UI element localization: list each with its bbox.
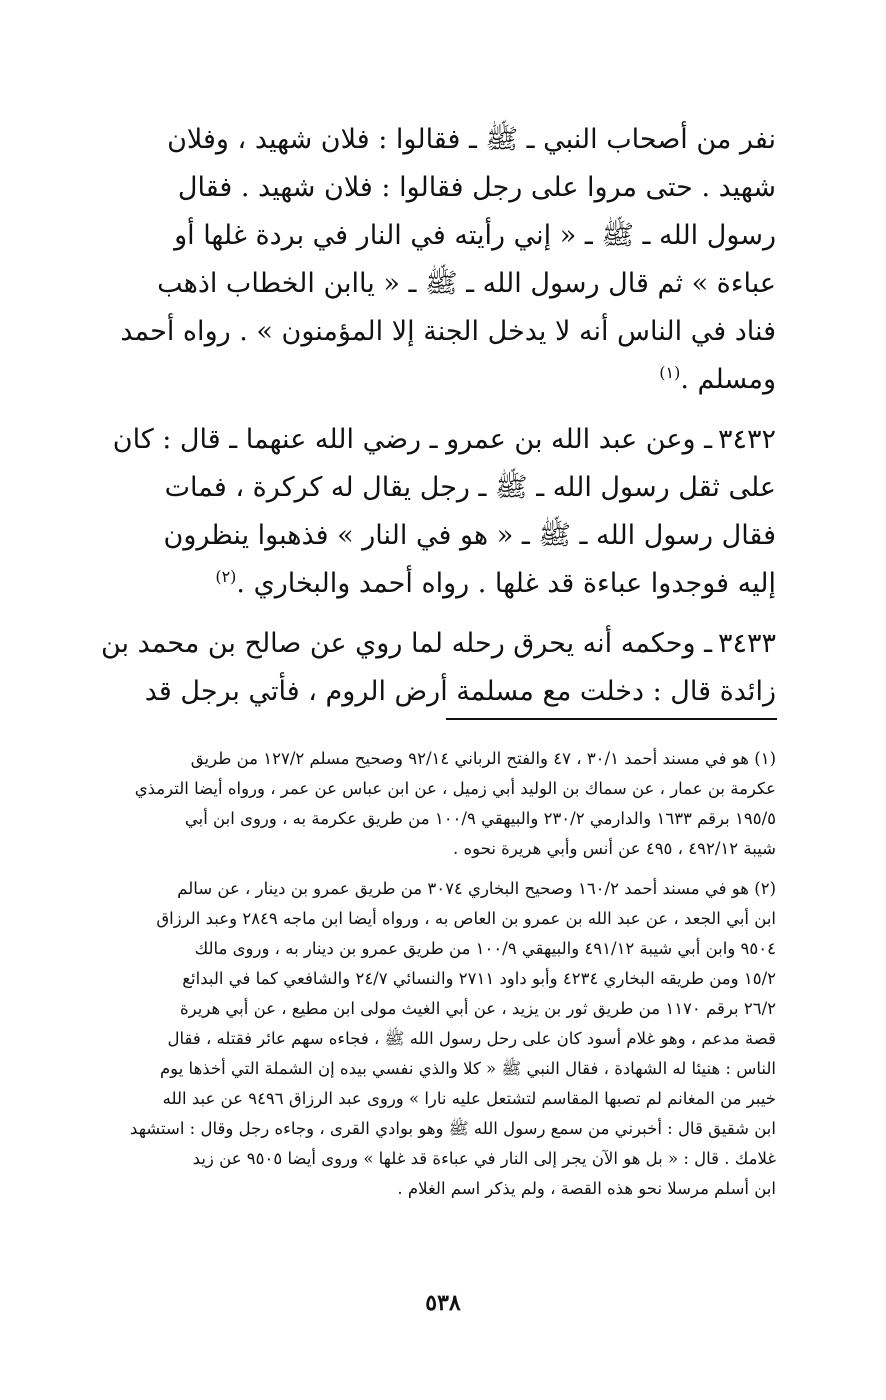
hadith-paragraph-3432 xyxy=(96,416,776,608)
paragraph-continued xyxy=(96,116,776,404)
footnote-2 xyxy=(104,874,776,1204)
footnote-line: ابن أسلم مرسلا نحو هذه القصة ، ولم يذكر اسم الغلام . xyxy=(397,1179,776,1198)
main-text xyxy=(96,116,776,716)
footnote-line: ابن شقيق قال : أخبرني من سمع رسول الله ﷺ وهو بوادي القرى ، وجاءه رجل وقال : استشهد xyxy=(130,1119,776,1138)
footnote-line: شيبة ٤٩٢/١٢ ، ٤٩٥ عن أنس وأبي هريرة نحوه . xyxy=(453,839,776,858)
text-line: رسول الله ـ ﷺ ـ « إني رأيته في النار في بردة غلها أو xyxy=(174,220,776,251)
footnote-marker: (٢) xyxy=(754,879,776,898)
footnote-reference: (٢) xyxy=(215,567,237,586)
footnote-line: عكرمة بن عمار ، عن سماك بن الوليد أبي زميل ، عن ابن عباس عن عمر ، ورواه أيضا الترمذي xyxy=(134,779,776,798)
text-line: عباءة » ثم قال رسول الله ـ ﷺ ـ « ياابن الخطاب اذهب xyxy=(157,268,776,299)
text-line: إليه فوجدوا عباءة قد غلها . رواه أحمد والبخاري . xyxy=(236,568,776,599)
footnote-line: هو في مسند أحمد ١٦٠/٢ وصحيح البخاري ٣٠٧٤ من طريق عمرو بن دينار ، عن سالم xyxy=(177,879,749,898)
hadith-number: ٣٤٣٣ xyxy=(717,628,776,659)
footnote-line: ١٩٥/٥ برقم ١٦٣٣ والدارمي ٢٣٠/٢ والبيهقي ١٠٠/٩ من طريق عكرمة به ، وروى ابن أبي xyxy=(184,809,776,828)
footnotes xyxy=(104,744,776,1204)
hadith-number: ٣٤٣٢ xyxy=(717,424,776,455)
footnote-line: هو في مسند أحمد ٣٠/١ ، ٤٧ والفتح الرباني ٩٢/١٤ وصحيح مسلم ١٢٧/٢ من طريق xyxy=(190,749,749,768)
footnote-reference: (١) xyxy=(659,363,681,382)
text-line: نفر من أصحاب النبي ـ ﷺ ـ فقالوا : فلان شهيد ، وفلان xyxy=(167,124,776,155)
text-line: على ثقل رسول الله ـ ﷺ ـ رجل يقال له كركرة ، فمات xyxy=(164,472,776,503)
footnote-line: ٩٥٠٤ وابن أبي شيبة ٤٩١/١٢ والبيهقي ١٠٠/٩ من طريق عمرو بن دينار به ، وروى مالك xyxy=(194,939,776,958)
footnote-line: قصة مدعم ، وهو غلام أسود كان على رحل رسول الله ﷺ ، فجاءه سهم عائر فقتله ، فقال xyxy=(167,1029,776,1048)
footnote-line: خيبر من المغانم لم تصبها المقاسم لتشتعل عليه نارا » وروى عبد الرزاق ٩٤٩٦ عن عبد الله xyxy=(162,1089,776,1108)
text-line: ومسلم . xyxy=(680,364,776,395)
text-line: ـ وعن عبد الله بن عمرو ـ رضي الله عنهما ـ قال : كان xyxy=(112,424,712,455)
footnote-line: غلامك . قال : « بل هو الآن يجر إلى النار في عباءة قد غلها » وروى أيضا ٩٥٠٥ عن زيد xyxy=(192,1149,776,1168)
footnote-line: الناس : هنيئا له الشهادة ، فقال النبي ﷺ « كلا والذي نفسي بيده إن الشملة التي أخذها يوم xyxy=(159,1059,776,1078)
footnote-1 xyxy=(104,744,776,864)
text-line: فناد في الناس أنه لا يدخل الجنة إلا المؤمنون » . رواه أحمد xyxy=(120,316,776,347)
text-line: ـ وحكمه أنه يحرق رحله لما روي عن صالح بن محمد بن xyxy=(100,628,712,659)
footnote-line: ابن أبي الجعد ، عن عبد الله بن عمرو بن العاص به ، ورواه أيضا ابن ماجه ٢٨٤٩ وعبد الرزاق xyxy=(156,909,776,928)
text-line: شهيد . حتى مروا على رجل فقالوا : فلان شهيد . فقال xyxy=(177,172,776,203)
text-line: فقال رسول الله ـ ﷺ ـ « هو في النار » فذهبوا ينظرون xyxy=(163,520,776,551)
footnote-line: ٢٦/٢ برقم ١١٧٠ من طريق ثور بن يزيد ، عن أبي الغيث مولى ابن مطيع ، عن أبي هريرة xyxy=(180,999,776,1018)
footnote-marker: (١) xyxy=(754,749,776,768)
page-number: ٥٣٨ xyxy=(425,1290,461,1316)
footnote-separator xyxy=(446,718,777,720)
text-line: زائدة قال : دخلت مع مسلمة أرض الروم ، فأتي برجل قد xyxy=(144,676,776,707)
footnote-line: ١٥/٢ ومن طريقه البخاري ٤٢٣٤ وأبو داود ٢٧١١ والنسائي ٢٤/٧ والشافعي كما في البدائع xyxy=(182,969,776,988)
hadith-paragraph-3433 xyxy=(96,620,776,716)
